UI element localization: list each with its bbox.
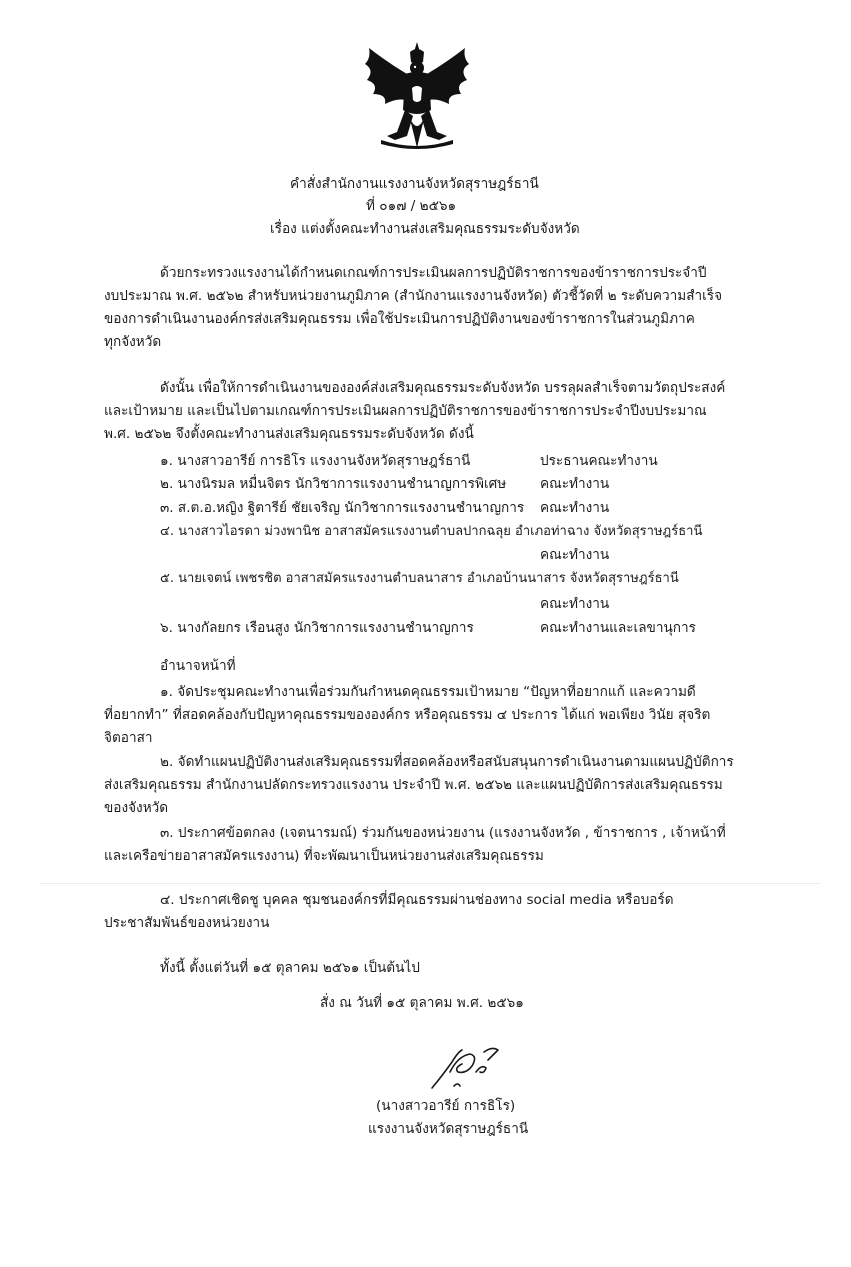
member-name: ๔. นางสาวไอรดา ม่วงพานิช อาสาสมัครแรงงานตำบลปากฉลุย อำเภอท่าฉาง จังหวัดสุราษฎร์ธานี	[160, 524, 703, 539]
ordered-date: สั่ง ณ วันที่ ๑๕ ตุลาคม พ.ศ. ๒๕๖๑	[320, 995, 524, 1011]
purpose-line: ดังนั้น เพื่อให้การดำเนินงานขององค์ส่งเสริมคุณธรรมระดับจังหวัด บรรลุผลสำเร็จตามวัตถุประสงค์	[160, 380, 726, 396]
member-role: คณะทำงาน	[540, 500, 610, 516]
intro-line: ทุกจังหวัด	[104, 334, 162, 350]
duties-heading: อำนาจหน้าที่	[160, 658, 236, 674]
intro-line: ด้วยกระทรวงแรงงานได้กำหนดเกณฑ์การประเมินผลการปฏิบัติราชการของข้าราชการประจำปี	[160, 265, 707, 281]
order-number: ที่ ๐๑๗ / ๒๕๖๑	[366, 198, 457, 214]
duty-item-line: ของจังหวัด	[104, 800, 169, 816]
member-name: ๓. ส.ต.อ.หญิง ฐิตารีย์ ชัยเจริญ นักวิชาการแรงงานชำนาญการ	[160, 500, 525, 516]
scan-seam-divider	[40, 883, 820, 884]
duty-item-line: และเครือข่ายอาสาสมัครแรงงาน) ที่จะพัฒนาเป็นหน่วยงานส่งเสริมคุณธรรม	[104, 848, 544, 864]
duty-item-line: ๔. ประกาศเชิดชู บุคคล ชุมชนองค์กรที่มีคุณธรรมผ่านช่องทาง social media หรือบอร์ด	[160, 892, 674, 908]
member-role: คณะทำงาน	[540, 476, 610, 492]
member-role: ประธานคณะทำงาน	[540, 453, 658, 469]
effective-date: ทั้งนี้ ตั้งแต่วันที่ ๑๕ ตุลาคม ๒๕๖๑ เป็นต้นไป	[160, 960, 420, 976]
duty-item-line: จิตอาสา	[104, 730, 153, 746]
intro-line: ของการดำเนินงานองค์กรส่งเสริมคุณธรรม เพื่อใช้ประเมินการปฏิบัติงานของข้าราชการในส่วนภูมิภาค	[104, 311, 695, 327]
member-name: ๕. นายเจตน์ เพชรชิต อาสาสมัครแรงงานตำบลนาสาร อำเภอบ้านนาสาร จังหวัดสุราษฎร์ธานี	[160, 571, 679, 586]
duty-item-line: ส่งเสริมคุณธรรม สำนักงานปลัดกระทรวงแรงงาน ประจำปี พ.ศ. ๒๕๖๒ และแผนปฏิบัติการส่งเสริมคุณธรรม	[104, 777, 723, 793]
member-name: ๑. นางสาวอารีย์ การธิโร แรงงานจังหวัดสุราษฎร์ธานี	[160, 453, 471, 469]
purpose-line: พ.ศ. ๒๕๖๒ จึงตั้งคณะทำงานส่งเสริมคุณธรรมระดับจังหวัด ดังนี้	[104, 426, 474, 442]
order-subject: เรื่อง แต่งตั้งคณะทำงานส่งเสริมคุณธรรมระดับจังหวัด	[270, 221, 580, 237]
signer-position: แรงงานจังหวัดสุราษฎร์ธานี	[368, 1121, 529, 1137]
intro-line: งบประมาณ พ.ศ. ๒๕๖๒ สำหรับหน่วยงานภูมิภาค (สำนักงานแรงงานจังหวัด) ตัวชี้วัดที่ ๒ ระดับความสำเร็จ	[104, 288, 723, 304]
duty-item-line: ที่อยากทำ” ที่สอดคล้องกับปัญหาคุณธรรมขององค์กร หรือคุณธรรม ๔ ประการ ได้แก่ พอเพียง วินัย สุจริต	[104, 707, 711, 723]
duty-item-line: ๓. ประกาศข้อตกลง (เจตนารมณ์) ร่วมกันของหน่วยงาน (แรงงานจังหวัด , ข้าราชการ , เจ้าหน้าที่	[160, 825, 726, 841]
member-role: คณะทำงาน	[540, 596, 610, 612]
purpose-line: และเป้าหมาย และเป็นไปตามเกณฑ์การประเมินผลการปฏิบัติราชการของข้าราชการประจำปีงบประมาณ	[104, 403, 707, 419]
order-title: คำสั่งสำนักงานแรงงานจังหวัดสุราษฎร์ธานี	[290, 176, 539, 192]
duty-item-line: ประชาสัมพันธ์ของหน่วยงาน	[104, 915, 270, 931]
duty-item-line: ๒. จัดทำแผนปฏิบัติงานส่งเสริมคุณธรรมที่สอดคล้องหรือสนับสนุนการดำเนินงานตามแผนปฏิบัติการ	[160, 754, 734, 770]
member-role: คณะทำงานและเลขานุการ	[540, 620, 696, 636]
signer-name: (นางสาวอารีย์ การธิโร)	[376, 1098, 516, 1114]
member-name: ๖. นางกัลยกร เรือนสูง นักวิชาการแรงงานชำนาญการ	[160, 620, 474, 636]
duty-item-line: ๑. จัดประชุมคณะทำงานเพื่อร่วมกันกำหนดคุณธรรมเป้าหมาย “ปัญหาที่อยากแก้ และความดี	[160, 684, 696, 700]
member-role: คณะทำงาน	[540, 547, 610, 563]
member-name: ๒. นางนิรมล หมื่นจิตร นักวิชาการแรงงานชำนาญการพิเศษ	[160, 476, 507, 492]
handwritten-signature-icon	[428, 1042, 508, 1094]
garuda-emblem-icon	[357, 40, 477, 152]
